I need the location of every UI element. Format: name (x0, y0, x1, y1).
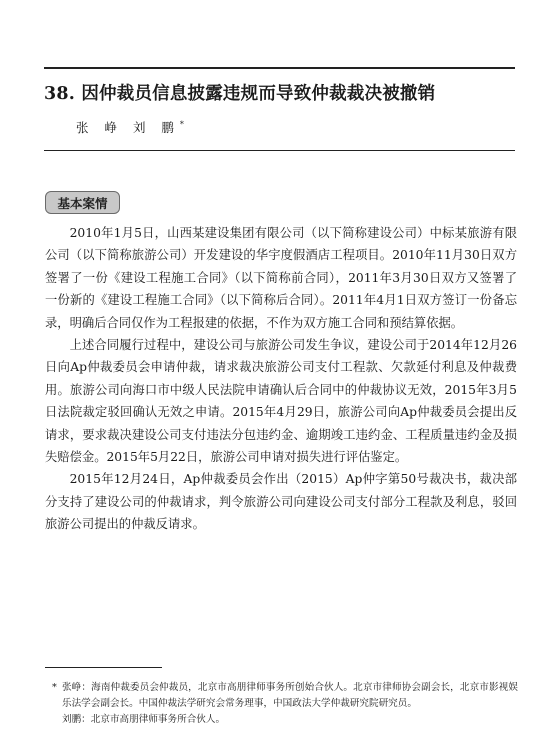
footnote-separator (45, 667, 162, 668)
footnotes (52, 680, 518, 729)
footnote-mark: * (52, 682, 57, 693)
title-bottom-rule (44, 150, 515, 151)
footnote-author-1: 张峥：海南仲裁委员会仲裁员，北京市高朋律师事务所创始合伙人。北京市律师协会副会长，北京市影视娱乐法学会副会长。中国仲裁法学研究会常务理事，中国政法大学仲裁研究院研究员。 (62, 682, 518, 710)
article-title: 38. 因仲裁员信息披露违规而导致仲裁裁决被撤销 (44, 84, 436, 104)
paragraph: 2015年12月24日，Ap仲裁委员会作出（2015）Ap仲字第50号裁决书，裁决部分支持了建设公司的仲裁请求，判令旅游公司向建设公司支付部分工程款及利息，驳回旅游公司提出的仲裁反请求。 (45, 472, 517, 532)
paragraph: 2010年1月5日，山西某建设集团有限公司（以下简称建设公司）中标某旅游有限公司（以下简称旅游公司）开发建设的华宇度假酒店工程项目。2010年11月30日双方签署了一份《建设工程施工合同》（以下简称前合同），2011年3月30日双方又签署了一份新的《建设工程施工合同》（以下简称后合同）。2011年4月1日双方签订一份备忘录，明确后合同仅作为工程报建的依据，不作为双方施工合同和预结算依据。 (45, 226, 517, 330)
title-top-rule (44, 67, 515, 69)
article-authors (76, 118, 184, 136)
author-footnote-mark: * (179, 119, 184, 129)
footnote-author-2: 刘鹏：北京市高朋律师事务所合伙人。 (62, 714, 226, 726)
author-names: 张 峥 刘 鹏 (76, 120, 180, 135)
section-tag: 基本案情 (45, 191, 120, 214)
article-body (45, 222, 517, 536)
paragraph: 上述合同履行过程中，建设公司与旅游公司发生争议，建设公司于2014年12月26日向Ap仲裁委员会申请仲裁，请求裁决旅游公司支付工程款、欠款延付利息及仲裁费用。旅游公司向海口市中级人民法院申请确认后合同中的仲裁协议无效，2015年3月5日法院裁定驳回确认无效之申请。2015年4月29日，旅游公司向Ap仲裁委员会提出反请求，要求裁决建设公司支付违法分包违约金、逾期竣工违约金、工程质量违约金及损失赔偿金。2015年5月22日，旅游公司申请对损失进行评估鉴定。 (45, 338, 517, 465)
